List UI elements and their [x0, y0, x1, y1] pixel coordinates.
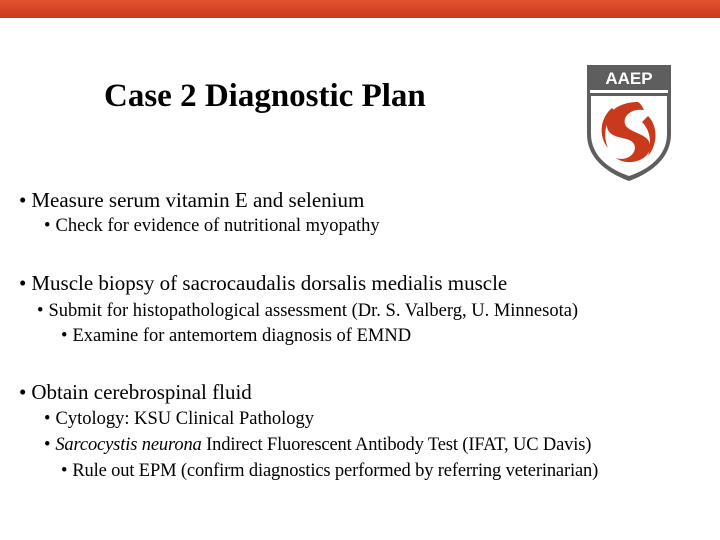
bullet-glyph: • [19, 271, 27, 295]
bullet-glyph: • [19, 188, 27, 212]
bullet-vitamin-e-selenium [19, 188, 364, 213]
top-accent-bar [0, 0, 720, 18]
bullet-nutritional-myopathy [44, 216, 380, 237]
bullet-glyph: • [61, 461, 68, 481]
bullet-text: Examine for antemortem diagnosis of EMND [72, 326, 412, 346]
bullet-glyph: • [19, 380, 27, 404]
bullet-emnd [61, 326, 411, 347]
bullet-text: Measure serum vitamin E and selenium [31, 188, 365, 212]
bullet-glyph: • [44, 216, 51, 236]
bullet-text: Check for evidence of nutritional myopathy [55, 216, 380, 236]
bullet-text: Submit for histopathological assessment (Dr. S. Valberg, U. Minnesota) [48, 301, 579, 321]
bullet-text: Obtain cerebrospinal fluid [31, 380, 252, 404]
organism-name: Sarcocystis neurona [55, 435, 202, 455]
bullet-glyph: • [61, 326, 68, 346]
bullet-histopathology [37, 301, 578, 322]
bullet-rule-out-epm [61, 461, 598, 482]
bullet-cytology [44, 409, 314, 430]
bullet-ifat [44, 435, 591, 456]
bullet-muscle-biopsy [19, 271, 507, 296]
bullet-text: Rule out EPM (confirm diagnostics performed by referring veterinarian) [72, 461, 599, 481]
bullet-glyph: • [44, 435, 51, 455]
slide-title: Case 2 Diagnostic Plan [104, 78, 426, 114]
bullet-csf [19, 380, 252, 405]
bullet-text: Muscle biopsy of sacrocaudalis dorsalis medialis muscle [31, 271, 508, 295]
bullet-text: Indirect Fluorescent Antibody Test (IFAT, UC Davis) [201, 435, 592, 455]
aaep-logo-text: AAEP [605, 69, 653, 88]
aaep-logo [586, 64, 672, 182]
bullet-text: Cytology: KSU Clinical Pathology [55, 409, 314, 429]
bullet-glyph: • [37, 301, 44, 321]
bullet-glyph: • [44, 409, 51, 429]
